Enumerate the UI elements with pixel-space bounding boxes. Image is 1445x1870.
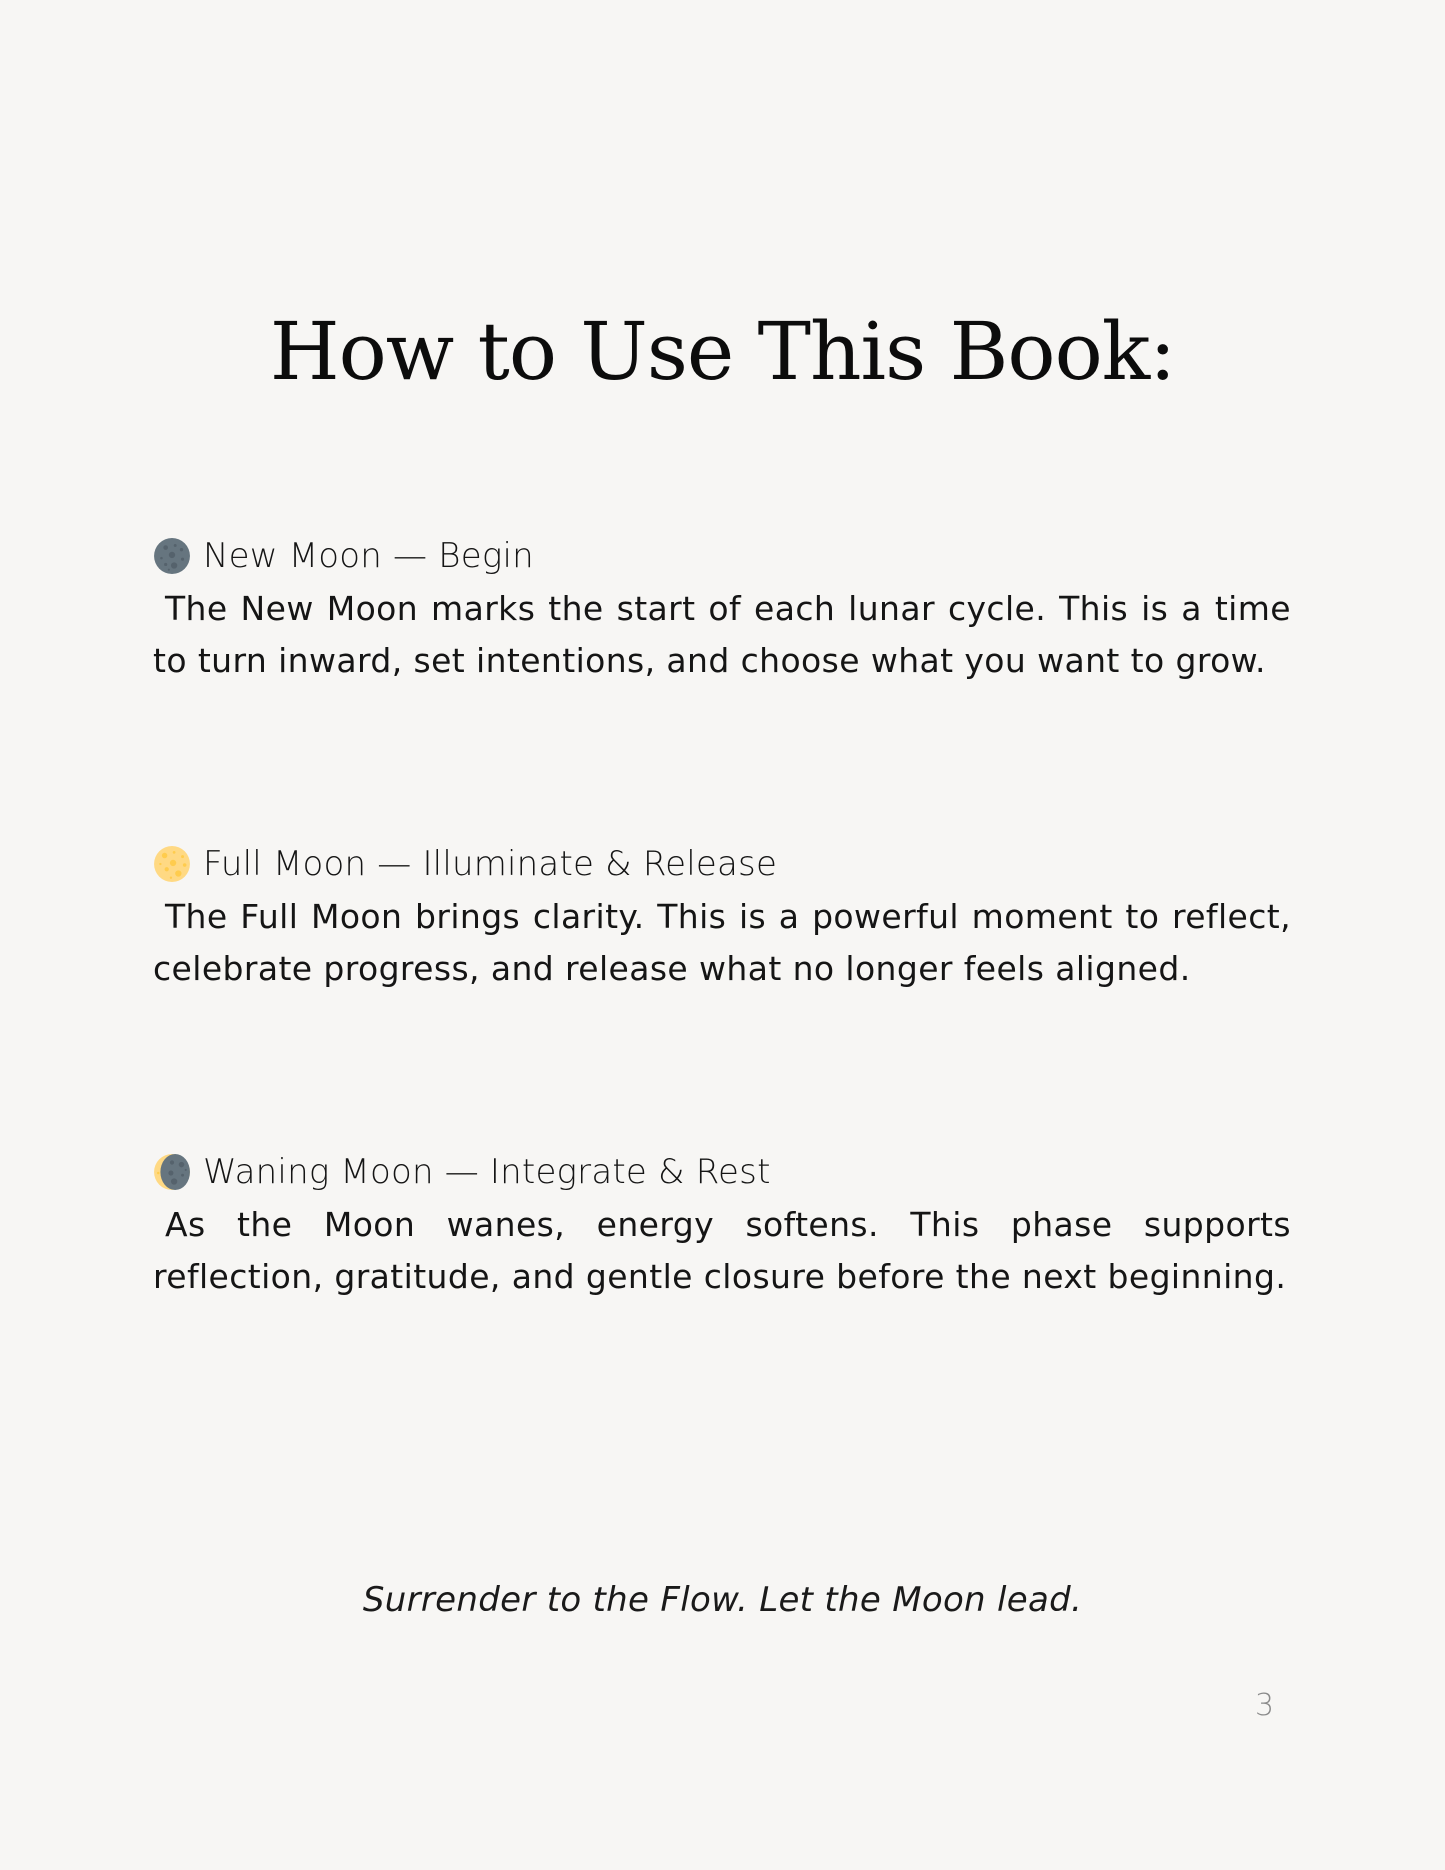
- full-moon-icon: [153, 845, 191, 883]
- page-number: 3: [1255, 1688, 1275, 1723]
- section-heading: [153, 840, 1291, 888]
- closing-quote: Surrender to the Flow. Let the Moon lead.: [362, 1580, 1083, 1620]
- section-heading: [153, 1148, 1291, 1196]
- section-new-moon: [153, 532, 1291, 686]
- section-body: The Full Moon brings clarity. This is a powerful moment to reflect, celebrate progress, and release what no longer feels aligned.: [153, 897, 1291, 988]
- section-body: As the Moon wanes, energy softens. This phase supports reflection, gratitude, and gentle closure before the next beginning.: [153, 1205, 1291, 1296]
- page-title: How to Use This Book:: [269, 304, 1176, 398]
- section-heading-text: Full Moon — Illuminate & Release: [203, 844, 778, 884]
- section-heading: [153, 532, 1291, 580]
- section-waning-moon: [153, 1148, 1291, 1302]
- section-full-moon: [153, 840, 1291, 994]
- section-heading-text: New Moon — Begin: [203, 536, 534, 576]
- waning-crescent-moon-icon: [153, 1153, 191, 1191]
- section-body: The New Moon marks the start of each lunar cycle. This is a time to turn inward, set intentions, and choose what you want to grow.: [153, 589, 1291, 680]
- new-moon-icon: [153, 537, 191, 575]
- section-heading-text: Waning Moon — Integrate & Rest: [203, 1152, 771, 1192]
